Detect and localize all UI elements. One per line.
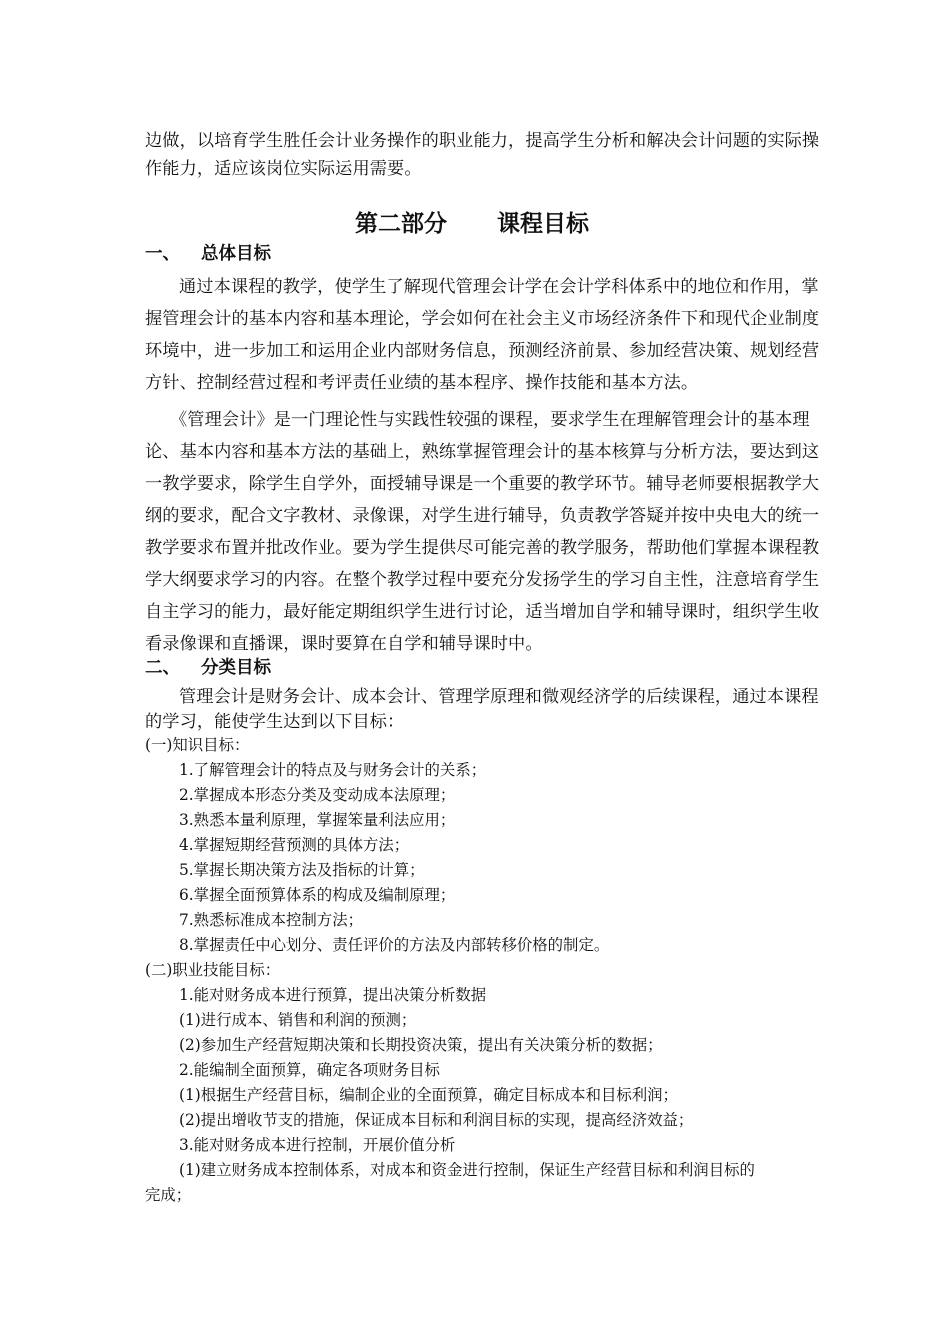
list-item: 1.能对财务成本进行预算，提出决策分析数据 (179, 986, 487, 1004)
part-label: 第二部分 (355, 211, 447, 237)
paragraph-line: 方针、控制经营过程和考评责任业绩的基本程序、操作技能和基本方法。 (145, 373, 699, 393)
intro-line-1: 边做，以培育学生胜任会计业务操作的职业能力，提高学生分析和解决会计问题的实际操 (145, 131, 820, 151)
part-name: 课程目标 (497, 211, 589, 237)
list-item-continuation: 完成； (145, 1186, 192, 1204)
list-item: (2)参加生产经营短期决策和长期投资决策，提出有关决策分析的数据； (179, 1036, 663, 1054)
section-title: 分类目标 (201, 658, 271, 678)
section-heading-overall (145, 240, 271, 265)
list-item: (1)进行成本、销售和利润的预测； (179, 1011, 417, 1029)
list-item: 3.能对财务成本进行控制，开展价值分析 (179, 1136, 456, 1154)
skill-goals-label: (二)职业技能目标： (145, 961, 281, 979)
section-number: 二、 (145, 658, 180, 678)
paragraph-line: 《管理会计》是一门理论性与实践性较强的课程，要求学生在理解管理会计的基本理 (170, 410, 810, 430)
list-item: 2.掌握成本形态分类及变动成本法原理； (179, 786, 456, 804)
list-item: 3.熟悉本量利原理，掌握笨量利法应用； (179, 811, 456, 829)
section-number: 一、 (145, 244, 180, 264)
paragraph-line: 学大纲要求学习的内容。在整个教学过程中要充分发扬学生的学习自主性，注意培育学生 (145, 570, 820, 590)
list-item: 1.了解管理会计的特点及与财务会计的关系； (179, 761, 487, 779)
list-item: 4.掌握短期经营预测的具体方法； (179, 836, 410, 854)
list-item: (1)建立财务成本控制体系，对成本和资金进行控制，保证生产经营目标和利润目标的 (179, 1161, 755, 1179)
list-item: 8.掌握责任中心划分、责任评价的方法及内部转移价格的制定。 (179, 936, 610, 954)
section-heading-categories (145, 654, 271, 679)
list-item: 5.掌握长期决策方法及指标的计算； (179, 861, 425, 879)
knowledge-goals-label: (一)知识目标： (145, 736, 250, 754)
paragraph-line: 环境中，进一步加工和运用企业内部财务信息，预测经济前景、参加经营决策、规划经营 (145, 341, 820, 361)
paragraph-line: 看录像课和直播课，课时要算在自学和辅导课时中。 (145, 634, 543, 654)
paragraph-line: 的学习，能使学生达到以下目标： (145, 712, 405, 732)
paragraph-line: 一教学要求，除学生自学外，面授辅导课是一个重要的教学环节。辅导老师要根据教学大 (145, 474, 820, 494)
list-item: 6.掌握全面预算体系的构成及编制原理； (179, 886, 456, 904)
list-item: (2)提出增收节支的措施，保证成本目标和利润目标的实现，提高经济效益； (179, 1111, 694, 1129)
paragraph-line: 纲的要求，配合文字教材、录像课，对学生进行辅导，负责教学答疑并按中央电大的统一 (145, 506, 820, 526)
section-title: 总体目标 (201, 244, 271, 264)
paragraph-line: 教学要求布置并批改作业。要为学生提供尽可能完善的教学服务，帮助他们掌握本课程教 (145, 538, 820, 558)
paragraph-line: 自主学习的能力，最好能定期组织学生进行讨论，适当增加自学和辅导课时，组织学生收 (145, 602, 820, 622)
list-item: 7.熟悉标准成本控制方法； (179, 911, 363, 929)
paragraph-line: 握管理会计的基本内容和基本理论，学会如何在社会主义市场经济条件下和现代企业制度 (145, 309, 820, 329)
list-item: 2.能编制全面预算，确定各项财务目标 (179, 1061, 440, 1079)
list-item: (1)根据生产经营目标，编制企业的全面预算，确定目标成本和目标利润； (179, 1086, 678, 1104)
paragraph-line: 管理会计是财务会计、成本会计、管理学原理和微观经济学的后续课程，通过本课程 (179, 687, 819, 707)
intro-line-2: 作能力，适应该岗位实际运用需要。 (145, 159, 422, 179)
paragraph-line: 论、基本内容和基本方法的基础上，熟练掌握管理会计的基本核算与分析方法，要达到这 (145, 442, 820, 462)
part-title (355, 205, 589, 238)
paragraph-line: 通过本课程的教学，使学生了解现代管理会计学在会计学科体系中的地位和作用，掌 (179, 277, 819, 297)
